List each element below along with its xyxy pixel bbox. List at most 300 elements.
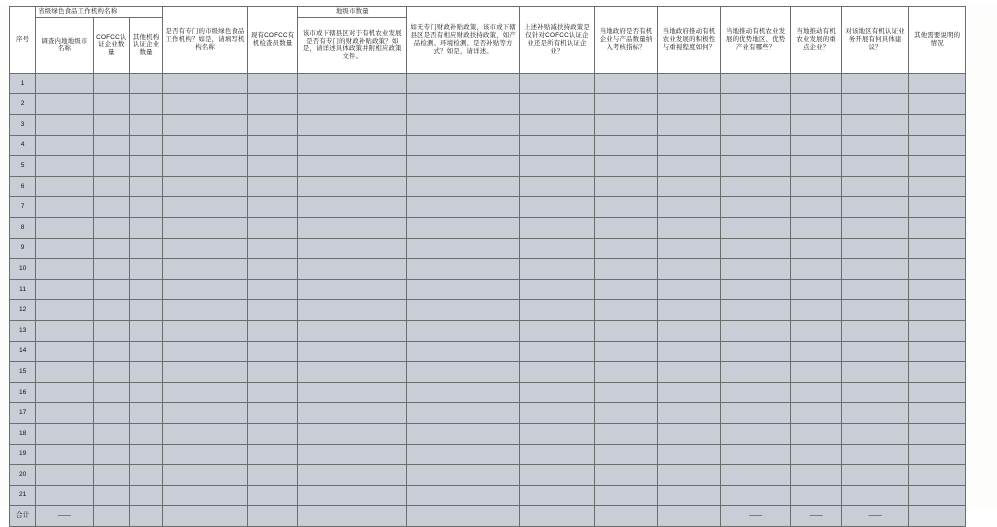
cell-city-name[interactable]	[36, 238, 93, 259]
cell-cofcc-inspectors[interactable]	[247, 300, 297, 321]
cell-advantage-areas[interactable]	[720, 135, 791, 156]
cell-key-enterprises[interactable]	[791, 300, 841, 321]
cell-key-enterprises[interactable]	[791, 73, 841, 94]
cell-suggestions[interactable]	[841, 259, 909, 280]
cell-cofcc-inspectors[interactable]	[247, 444, 297, 465]
cell-key-enterprises[interactable]	[791, 156, 841, 177]
cell-key-enterprises[interactable]	[791, 217, 841, 238]
cell-city-name[interactable]	[36, 115, 93, 136]
cell-gov-attitude[interactable]	[658, 382, 721, 403]
cell-other-notes[interactable]	[909, 465, 966, 486]
cell-city-name[interactable]	[36, 444, 93, 465]
cell-subsidy-only-cofcc[interactable]	[520, 279, 595, 300]
cell-assessment-indicator[interactable]	[594, 135, 658, 156]
cell-other-org-count[interactable]	[129, 156, 162, 177]
cell-has-green-food-org[interactable]	[163, 135, 248, 156]
cell-cofcc-inspectors[interactable]	[247, 197, 297, 218]
cell-city-name[interactable]	[36, 259, 93, 280]
cell-cofcc-count[interactable]	[93, 197, 129, 218]
cell-assessment-indicator[interactable]	[594, 197, 658, 218]
cell-cofcc-count[interactable]	[93, 156, 129, 177]
cell-suggestions[interactable]	[841, 423, 909, 444]
cell-subsidy-only-cofcc[interactable]	[520, 94, 595, 115]
cell-gov-attitude[interactable]	[658, 217, 721, 238]
cell-org-ag-policy[interactable]	[298, 444, 407, 465]
cell-gov-attitude[interactable]	[658, 156, 721, 177]
cell-advantage-areas[interactable]	[720, 238, 791, 259]
cell-org-ag-policy[interactable]	[298, 238, 407, 259]
cell-assessment-indicator[interactable]	[594, 115, 658, 136]
cell-gov-attitude[interactable]	[658, 115, 721, 136]
cell-other-org-count[interactable]	[129, 382, 162, 403]
cell-other-notes[interactable]	[909, 382, 966, 403]
cell-assessment-indicator[interactable]	[594, 444, 658, 465]
cell-other-notes[interactable]	[909, 300, 966, 321]
cell-city-name[interactable]	[36, 217, 93, 238]
cell-cofcc-inspectors[interactable]	[247, 73, 297, 94]
cell-subsidy-only-cofcc[interactable]	[520, 156, 595, 177]
cell-gov-attitude[interactable]	[658, 362, 721, 383]
cell-other-org-count[interactable]	[129, 73, 162, 94]
cell-cofcc-inspectors[interactable]	[247, 362, 297, 383]
cell-other-notes[interactable]	[909, 94, 966, 115]
cell-city-name[interactable]	[36, 94, 93, 115]
cell-city-name[interactable]	[36, 362, 93, 383]
table-row[interactable]	[10, 465, 966, 486]
cell-cofcc-count[interactable]	[93, 94, 129, 115]
cell-org-ag-policy[interactable]	[298, 403, 407, 424]
cell-org-ag-policy[interactable]	[298, 465, 407, 486]
cell-other-org-count[interactable]	[129, 341, 162, 362]
cell-gov-attitude[interactable]	[658, 259, 721, 280]
cell-suggestions[interactable]	[841, 362, 909, 383]
cell-other-org-count[interactable]	[129, 423, 162, 444]
cell-cofcc-count[interactable]	[93, 382, 129, 403]
cell-subsidy-only-cofcc[interactable]	[520, 217, 595, 238]
table-row[interactable]	[10, 197, 966, 218]
cell-subsidy-policy-detail[interactable]	[407, 238, 520, 259]
cell-key-enterprises[interactable]	[791, 176, 841, 197]
cell-suggestions[interactable]	[841, 320, 909, 341]
cell-other-org-count[interactable]	[129, 279, 162, 300]
cell-org-ag-policy[interactable]	[298, 362, 407, 383]
cell-suggestions[interactable]	[841, 403, 909, 424]
cell-subsidy-policy-detail[interactable]	[407, 465, 520, 486]
cell-gov-attitude[interactable]	[658, 238, 721, 259]
cell-subsidy-policy-detail[interactable]	[407, 403, 520, 424]
cell-city-name[interactable]	[36, 197, 93, 218]
cell-subsidy-policy-detail[interactable]	[407, 341, 520, 362]
cell-city-name[interactable]	[36, 156, 93, 177]
cell-cofcc-inspectors[interactable]	[247, 94, 297, 115]
cell-assessment-indicator[interactable]	[594, 259, 658, 280]
cell-city-name[interactable]	[36, 279, 93, 300]
cell-subsidy-only-cofcc[interactable]	[520, 382, 595, 403]
cell-has-green-food-org[interactable]	[163, 176, 248, 197]
cell-subsidy-only-cofcc[interactable]	[520, 259, 595, 280]
cell-other-org-count[interactable]	[129, 362, 162, 383]
cell-other-org-count[interactable]	[129, 259, 162, 280]
cell-city-name[interactable]	[36, 465, 93, 486]
cell-assessment-indicator[interactable]	[594, 423, 658, 444]
cell-subsidy-policy-detail[interactable]	[407, 217, 520, 238]
cell-org-ag-policy[interactable]	[298, 156, 407, 177]
table-row[interactable]	[10, 217, 966, 238]
cell-subsidy-only-cofcc[interactable]	[520, 73, 595, 94]
cell-suggestions[interactable]	[841, 73, 909, 94]
table-row[interactable]	[10, 176, 966, 197]
cell-advantage-areas[interactable]	[720, 197, 791, 218]
cell-subsidy-policy-detail[interactable]	[407, 156, 520, 177]
cell-assessment-indicator[interactable]	[594, 465, 658, 486]
cell-suggestions[interactable]	[841, 135, 909, 156]
cell-cofcc-inspectors[interactable]	[247, 238, 297, 259]
cell-gov-attitude[interactable]	[658, 403, 721, 424]
cell-assessment-indicator[interactable]	[594, 217, 658, 238]
cell-advantage-areas[interactable]	[720, 444, 791, 465]
cell-assessment-indicator[interactable]	[594, 341, 658, 362]
cell-org-ag-policy[interactable]	[298, 300, 407, 321]
table-row[interactable]	[10, 444, 966, 465]
cell-cofcc-count[interactable]	[93, 259, 129, 280]
cell-other-org-count[interactable]	[129, 403, 162, 424]
cell-suggestions[interactable]	[841, 238, 909, 259]
cell-subsidy-only-cofcc[interactable]	[520, 423, 595, 444]
cell-org-ag-policy[interactable]	[298, 197, 407, 218]
cell-subsidy-only-cofcc[interactable]	[520, 403, 595, 424]
cell-other-org-count[interactable]	[129, 94, 162, 115]
cell-subsidy-only-cofcc[interactable]	[520, 238, 595, 259]
cell-org-ag-policy[interactable]	[298, 94, 407, 115]
cell-gov-attitude[interactable]	[658, 444, 721, 465]
cell-subsidy-policy-detail[interactable]	[407, 362, 520, 383]
cell-assessment-indicator[interactable]	[594, 94, 658, 115]
cell-key-enterprises[interactable]	[791, 135, 841, 156]
cell-cofcc-count[interactable]	[93, 217, 129, 238]
cell-advantage-areas[interactable]	[720, 73, 791, 94]
cell-gov-attitude[interactable]	[658, 176, 721, 197]
cell-other-notes[interactable]	[909, 362, 966, 383]
cell-other-notes[interactable]	[909, 259, 966, 280]
cell-cofcc-count[interactable]	[93, 403, 129, 424]
cell-subsidy-policy-detail[interactable]	[407, 135, 520, 156]
cell-cofcc-inspectors[interactable]	[247, 341, 297, 362]
cell-subsidy-policy-detail[interactable]	[407, 176, 520, 197]
cell-city-name[interactable]	[36, 382, 93, 403]
cell-subsidy-only-cofcc[interactable]	[520, 362, 595, 383]
cell-other-org-count[interactable]	[129, 217, 162, 238]
cell-subsidy-only-cofcc[interactable]	[520, 320, 595, 341]
cell-org-ag-policy[interactable]	[298, 423, 407, 444]
table-row[interactable]	[10, 382, 966, 403]
cell-cofcc-count[interactable]	[93, 115, 129, 136]
cell-has-green-food-org[interactable]	[163, 341, 248, 362]
cell-advantage-areas[interactable]	[720, 423, 791, 444]
cell-subsidy-policy-detail[interactable]	[407, 259, 520, 280]
cell-other-notes[interactable]	[909, 320, 966, 341]
cell-gov-attitude[interactable]	[658, 94, 721, 115]
cell-cofcc-inspectors[interactable]	[247, 382, 297, 403]
cell-has-green-food-org[interactable]	[163, 197, 248, 218]
cell-gov-attitude[interactable]	[658, 73, 721, 94]
cell-has-green-food-org[interactable]	[163, 423, 248, 444]
cell-other-notes[interactable]	[909, 238, 966, 259]
cell-cofcc-count[interactable]	[93, 135, 129, 156]
cell-suggestions[interactable]	[841, 300, 909, 321]
cell-other-notes[interactable]	[909, 197, 966, 218]
cell-subsidy-only-cofcc[interactable]	[520, 444, 595, 465]
cell-cofcc-inspectors[interactable]	[247, 423, 297, 444]
cell-assessment-indicator[interactable]	[594, 320, 658, 341]
cell-other-notes[interactable]	[909, 217, 966, 238]
cell-key-enterprises[interactable]	[791, 382, 841, 403]
cell-subsidy-policy-detail[interactable]	[407, 115, 520, 136]
cell-suggestions[interactable]	[841, 465, 909, 486]
cell-has-green-food-org[interactable]	[163, 94, 248, 115]
cell-subsidy-policy-detail[interactable]	[407, 73, 520, 94]
cell-gov-attitude[interactable]	[658, 279, 721, 300]
table-row[interactable]	[10, 403, 966, 424]
cell-cofcc-count[interactable]	[93, 362, 129, 383]
cell-cofcc-inspectors[interactable]	[247, 403, 297, 424]
table-row[interactable]	[10, 73, 966, 94]
cell-other-org-count[interactable]	[129, 176, 162, 197]
cell-other-notes[interactable]	[909, 341, 966, 362]
cell-advantage-areas[interactable]	[720, 362, 791, 383]
cell-assessment-indicator[interactable]	[594, 300, 658, 321]
cell-has-green-food-org[interactable]	[163, 279, 248, 300]
cell-advantage-areas[interactable]	[720, 320, 791, 341]
cell-city-name[interactable]	[36, 135, 93, 156]
cell-cofcc-count[interactable]	[93, 465, 129, 486]
cell-has-green-food-org[interactable]	[163, 362, 248, 383]
cell-advantage-areas[interactable]	[720, 217, 791, 238]
cell-other-notes[interactable]	[909, 156, 966, 177]
cell-subsidy-policy-detail[interactable]	[407, 382, 520, 403]
cell-cofcc-inspectors[interactable]	[247, 320, 297, 341]
cell-assessment-indicator[interactable]	[594, 176, 658, 197]
cell-key-enterprises[interactable]	[791, 465, 841, 486]
cell-subsidy-only-cofcc[interactable]	[520, 341, 595, 362]
cell-subsidy-only-cofcc[interactable]	[520, 465, 595, 486]
cell-advantage-areas[interactable]	[720, 176, 791, 197]
cell-gov-attitude[interactable]	[658, 320, 721, 341]
cell-cofcc-inspectors[interactable]	[247, 115, 297, 136]
cell-city-name[interactable]	[36, 403, 93, 424]
cell-other-org-count[interactable]	[129, 444, 162, 465]
cell-suggestions[interactable]	[841, 341, 909, 362]
table-row[interactable]	[10, 156, 966, 177]
cell-has-green-food-org[interactable]	[163, 217, 248, 238]
cell-subsidy-only-cofcc[interactable]	[520, 197, 595, 218]
cell-gov-attitude[interactable]	[658, 300, 721, 321]
cell-assessment-indicator[interactable]	[594, 382, 658, 403]
cell-other-notes[interactable]	[909, 403, 966, 424]
table-row[interactable]	[10, 341, 966, 362]
cell-has-green-food-org[interactable]	[163, 465, 248, 486]
cell-cofcc-count[interactable]	[93, 320, 129, 341]
cell-org-ag-policy[interactable]	[298, 176, 407, 197]
cell-other-org-count[interactable]	[129, 320, 162, 341]
cell-cofcc-count[interactable]	[93, 176, 129, 197]
cell-subsidy-policy-detail[interactable]	[407, 279, 520, 300]
cell-org-ag-policy[interactable]	[298, 217, 407, 238]
cell-key-enterprises[interactable]	[791, 238, 841, 259]
cell-subsidy-policy-detail[interactable]	[407, 197, 520, 218]
cell-org-ag-policy[interactable]	[298, 341, 407, 362]
cell-advantage-areas[interactable]	[720, 94, 791, 115]
cell-other-org-count[interactable]	[129, 197, 162, 218]
cell-cofcc-inspectors[interactable]	[247, 135, 297, 156]
cell-has-green-food-org[interactable]	[163, 300, 248, 321]
table-row[interactable]	[10, 279, 966, 300]
cell-has-green-food-org[interactable]	[163, 238, 248, 259]
cell-advantage-areas[interactable]	[720, 300, 791, 321]
table-row[interactable]	[10, 320, 966, 341]
cell-cofcc-count[interactable]	[93, 300, 129, 321]
cell-other-org-count[interactable]	[129, 465, 162, 486]
cell-key-enterprises[interactable]	[791, 197, 841, 218]
cell-subsidy-only-cofcc[interactable]	[520, 300, 595, 321]
table-row[interactable]	[10, 423, 966, 444]
cell-has-green-food-org[interactable]	[163, 156, 248, 177]
cell-has-green-food-org[interactable]	[163, 115, 248, 136]
cell-city-name[interactable]	[36, 176, 93, 197]
cell-subsidy-policy-detail[interactable]	[407, 300, 520, 321]
table-row[interactable]	[10, 115, 966, 136]
cell-key-enterprises[interactable]	[791, 341, 841, 362]
cell-advantage-areas[interactable]	[720, 403, 791, 424]
cell-key-enterprises[interactable]	[791, 423, 841, 444]
cell-cofcc-inspectors[interactable]	[247, 259, 297, 280]
cell-key-enterprises[interactable]	[791, 444, 841, 465]
cell-other-notes[interactable]	[909, 176, 966, 197]
cell-other-notes[interactable]	[909, 135, 966, 156]
cell-other-notes[interactable]	[909, 279, 966, 300]
cell-suggestions[interactable]	[841, 115, 909, 136]
cell-suggestions[interactable]	[841, 197, 909, 218]
cell-assessment-indicator[interactable]	[594, 73, 658, 94]
cell-org-ag-policy[interactable]	[298, 73, 407, 94]
table-row[interactable]	[10, 362, 966, 383]
cell-has-green-food-org[interactable]	[163, 382, 248, 403]
cell-advantage-areas[interactable]	[720, 341, 791, 362]
cell-cofcc-count[interactable]	[93, 444, 129, 465]
cell-org-ag-policy[interactable]	[298, 259, 407, 280]
cell-suggestions[interactable]	[841, 217, 909, 238]
cell-other-org-count[interactable]	[129, 115, 162, 136]
cell-org-ag-policy[interactable]	[298, 382, 407, 403]
cell-cofcc-count[interactable]	[93, 279, 129, 300]
cell-cofcc-inspectors[interactable]	[247, 465, 297, 486]
cell-assessment-indicator[interactable]	[594, 156, 658, 177]
cell-gov-attitude[interactable]	[658, 197, 721, 218]
cell-assessment-indicator[interactable]	[594, 362, 658, 383]
cell-key-enterprises[interactable]	[791, 115, 841, 136]
cell-other-notes[interactable]	[909, 444, 966, 465]
cell-has-green-food-org[interactable]	[163, 73, 248, 94]
cell-city-name[interactable]	[36, 73, 93, 94]
cell-other-org-count[interactable]	[129, 238, 162, 259]
cell-advantage-areas[interactable]	[720, 382, 791, 403]
cell-key-enterprises[interactable]	[791, 320, 841, 341]
cell-other-org-count[interactable]	[129, 300, 162, 321]
cell-suggestions[interactable]	[841, 156, 909, 177]
cell-cofcc-inspectors[interactable]	[247, 156, 297, 177]
cell-subsidy-policy-detail[interactable]	[407, 320, 520, 341]
cell-key-enterprises[interactable]	[791, 259, 841, 280]
cell-has-green-food-org[interactable]	[163, 320, 248, 341]
cell-key-enterprises[interactable]	[791, 279, 841, 300]
cell-org-ag-policy[interactable]	[298, 135, 407, 156]
cell-city-name[interactable]	[36, 320, 93, 341]
table-row[interactable]	[10, 135, 966, 156]
cell-gov-attitude[interactable]	[658, 423, 721, 444]
cell-subsidy-only-cofcc[interactable]	[520, 176, 595, 197]
cell-advantage-areas[interactable]	[720, 115, 791, 136]
cell-cofcc-inspectors[interactable]	[247, 176, 297, 197]
cell-key-enterprises[interactable]	[791, 94, 841, 115]
cell-city-name[interactable]	[36, 423, 93, 444]
cell-other-notes[interactable]	[909, 73, 966, 94]
cell-subsidy-policy-detail[interactable]	[407, 444, 520, 465]
table-row[interactable]	[10, 259, 966, 280]
cell-assessment-indicator[interactable]	[594, 279, 658, 300]
cell-suggestions[interactable]	[841, 444, 909, 465]
cell-other-notes[interactable]	[909, 115, 966, 136]
cell-assessment-indicator[interactable]	[594, 403, 658, 424]
cell-suggestions[interactable]	[841, 94, 909, 115]
cell-suggestions[interactable]	[841, 176, 909, 197]
cell-cofcc-count[interactable]	[93, 73, 129, 94]
cell-org-ag-policy[interactable]	[298, 115, 407, 136]
cell-advantage-areas[interactable]	[720, 156, 791, 177]
cell-gov-attitude[interactable]	[658, 341, 721, 362]
cell-org-ag-policy[interactable]	[298, 279, 407, 300]
cell-city-name[interactable]	[36, 341, 93, 362]
cell-subsidy-only-cofcc[interactable]	[520, 115, 595, 136]
cell-org-ag-policy[interactable]	[298, 320, 407, 341]
cell-advantage-areas[interactable]	[720, 259, 791, 280]
cell-advantage-areas[interactable]	[720, 465, 791, 486]
cell-cofcc-inspectors[interactable]	[247, 279, 297, 300]
cell-cofcc-inspectors[interactable]	[247, 217, 297, 238]
cell-key-enterprises[interactable]	[791, 403, 841, 424]
cell-has-green-food-org[interactable]	[163, 444, 248, 465]
cell-assessment-indicator[interactable]	[594, 238, 658, 259]
cell-subsidy-only-cofcc[interactable]	[520, 135, 595, 156]
cell-cofcc-count[interactable]	[93, 341, 129, 362]
cell-advantage-areas[interactable]	[720, 279, 791, 300]
cell-other-org-count[interactable]	[129, 135, 162, 156]
table-row[interactable]	[10, 238, 966, 259]
cell-subsidy-policy-detail[interactable]	[407, 423, 520, 444]
cell-cofcc-count[interactable]	[93, 238, 129, 259]
cell-city-name[interactable]	[36, 300, 93, 321]
cell-suggestions[interactable]	[841, 382, 909, 403]
cell-suggestions[interactable]	[841, 279, 909, 300]
table-row[interactable]	[10, 94, 966, 115]
cell-has-green-food-org[interactable]	[163, 259, 248, 280]
cell-gov-attitude[interactable]	[658, 135, 721, 156]
cell-key-enterprises[interactable]	[791, 362, 841, 383]
cell-other-notes[interactable]	[909, 423, 966, 444]
cell-gov-attitude[interactable]	[658, 465, 721, 486]
table-row[interactable]	[10, 300, 966, 321]
cell-has-green-food-org[interactable]	[163, 403, 248, 424]
cell-subsidy-policy-detail[interactable]	[407, 94, 520, 115]
cell-cofcc-count[interactable]	[93, 423, 129, 444]
